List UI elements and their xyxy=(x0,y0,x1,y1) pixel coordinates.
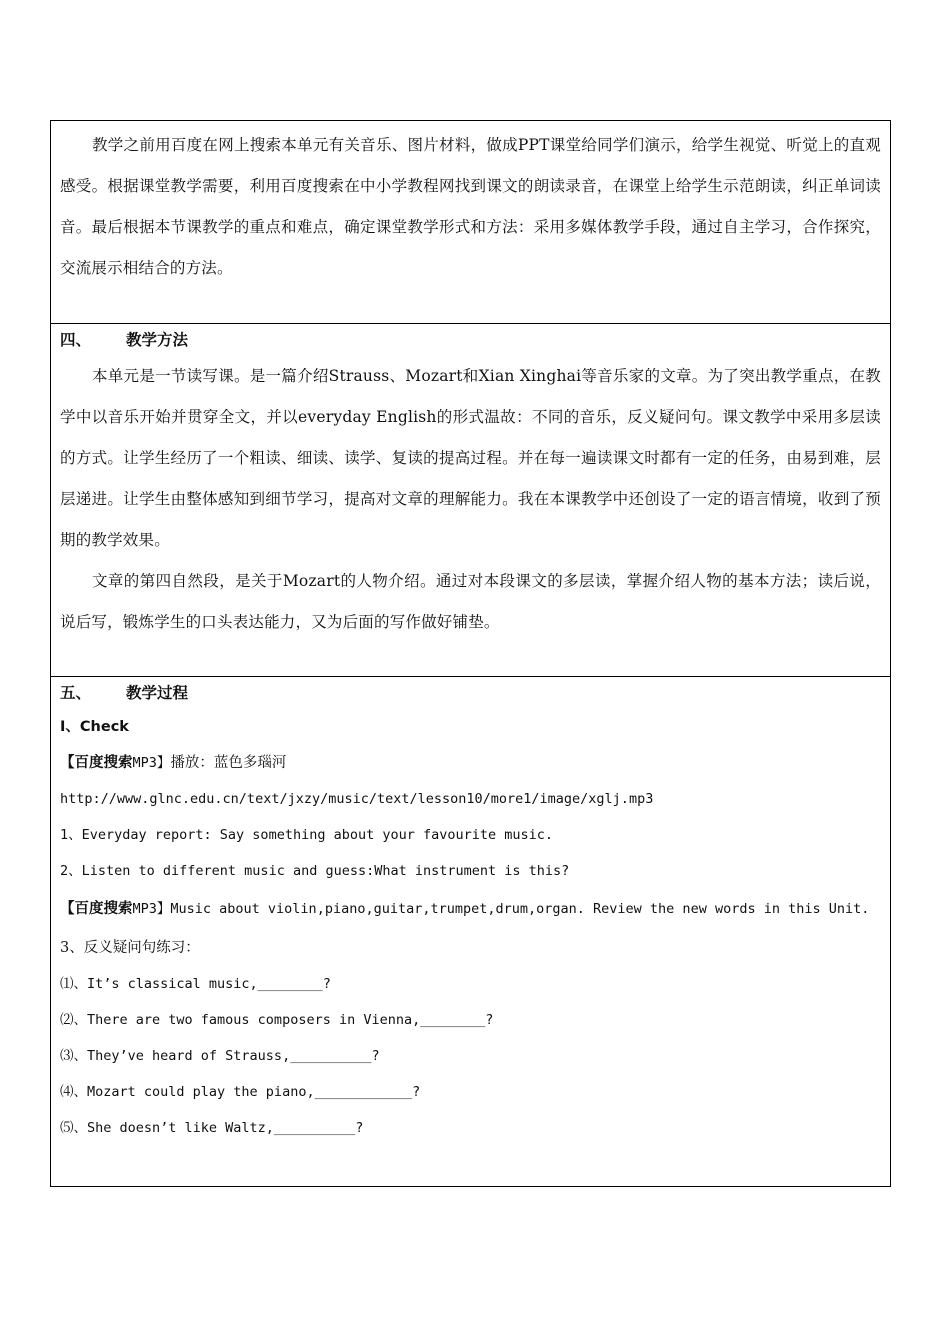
baidu-tag: 【百度搜索 xyxy=(60,901,133,917)
method-paragraph-1: 本单元是一节读写课。是一篇介绍Strauss、Mozart和Xian Xinghai等音乐家的文章。为了突出教学重点，在教学中以音乐开始并贯穿全文，并以everyday English的形式温故：不同的音乐，反义疑问句。课文教学中采用多层读的方式。让学生经历了一个粗读、细读、读学、复读的提高过程。并在每一遍读课文时都有一定的任务，由易到难，层层递进。让学生由整体感知到细节学习，提高对文章的理解能力。我在本课教学中还创设了一定的语言情境，收到了预期的教学效果。 xyxy=(60,367,881,549)
play-text: 播放：蓝色多瑙河 xyxy=(170,755,287,771)
exercise-item: ⑶、They’ve heard of Strauss,__________? xyxy=(60,1048,380,1064)
method-paragraph-2: 文章的第四自然段，是关于Mozart的人物介绍。通过对本段课文的多层读，掌握介绍人物的基本方法；读后说，说后写，锻炼学生的口头表达能力，又为后面的写作做好铺垫。 xyxy=(60,572,881,631)
section-title: 教学过程 xyxy=(126,684,189,702)
teaching-method-cell xyxy=(51,324,890,677)
baidu-tag: 【百度搜索 xyxy=(60,755,133,771)
baidu-play-line xyxy=(60,745,881,781)
section-number: 四、 xyxy=(60,331,92,349)
section-title: 教学方法 xyxy=(126,331,189,349)
section-heading-method xyxy=(60,326,881,354)
music-text: Music about violin,piano,guitar,trumpet,drum,organ. Review the new words in this Unit. xyxy=(170,901,870,917)
exercise-item: ⑴、It’s classical music,________? xyxy=(60,976,331,992)
teaching-process-cell xyxy=(51,677,890,1186)
prep-cell xyxy=(51,121,890,324)
check-label: Ⅰ、Check xyxy=(60,719,129,735)
exercise-item: ⑸、She doesn’t like Waltz,__________? xyxy=(60,1120,364,1136)
mp3-tag: MP3】 xyxy=(132,901,171,917)
lesson-plan-table xyxy=(50,120,891,1187)
process-item-3: 3、反义疑问句练习： xyxy=(60,940,200,956)
exercise-item: ⑵、There are two famous composers in Vienna,________? xyxy=(60,1012,494,1028)
mp3-url: http://www.glnc.edu.cn/text/jxzy/music/text/lesson10/more1/image/xglj.mp3 xyxy=(60,791,654,807)
section-number: 五、 xyxy=(60,684,92,702)
section-heading-process xyxy=(60,679,881,707)
process-item-1: 1、Everyday report: Say something about your favourite music. xyxy=(60,827,554,843)
mp3-tag: MP3】 xyxy=(132,755,171,771)
prep-paragraph: 教学之前用百度在网上搜索本单元有关音乐、图片材料，做成PPT课堂给同学们演示，给学生视觉、听觉上的直观感受。根据课堂教学需要，利用百度搜索在中小学教程网找到课文的朗读录音，在课堂上给学生示范朗读，纠正单词读音。最后根据本节课教学的重点和难点，确定课堂教学形式和方法：采用多媒体教学手段，通过自主学习，合作探究，交流展示相结合的方法。 xyxy=(60,136,881,277)
process-item-2: 2、Listen to different music and guess:What instrument is this? xyxy=(60,863,570,879)
exercise-item: ⑷、Mozart could play the piano,____________? xyxy=(60,1084,421,1100)
baidu-music-line xyxy=(60,889,881,930)
